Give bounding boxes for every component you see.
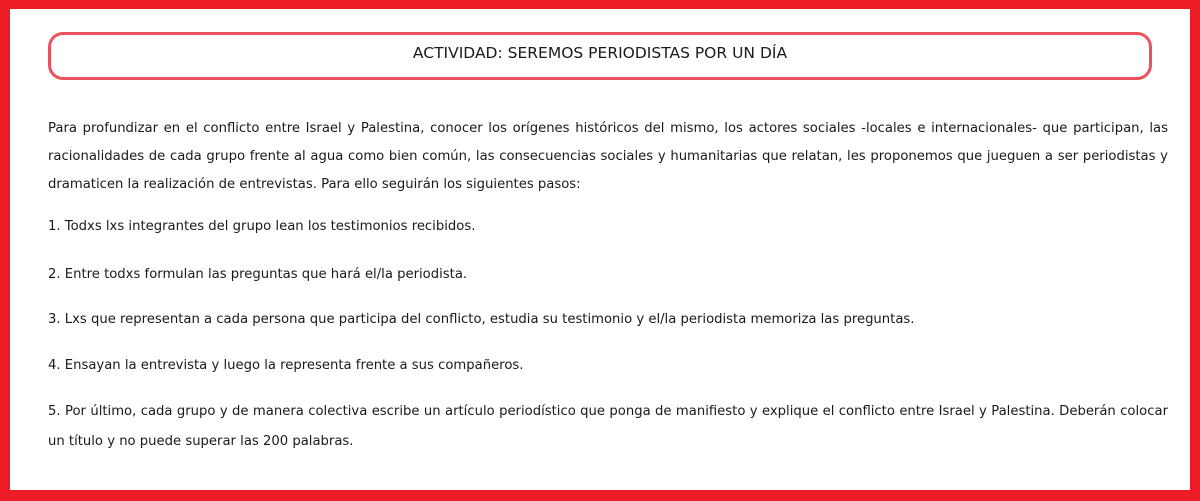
activity-content [48,115,1168,449]
step-4: 4. Ensayan la entrevista y luego la representa frente a sus compañeros. [48,358,524,373]
activity-title: ACTIVIDAD: SEREMOS PERIODISTAS POR UN DÍA [412,44,788,62]
step-1: 1. Todxs lxs integrantes del grupo lean los testimonios recibidos. [48,219,476,234]
intro-paragraph: Para profundizar en el conflicto entre Israel y Palestina, conocer los orígenes históricos del mismo, los actores sociales -locales e internacionales- que participan, las racionalidades de cada grupo frente al agua como bien común, las consecuencias sociales y humanitarias que relatan, les proponemos que jueguen a ser periodistas y dramaticen la realización de entrevistas. Para ello seguirán los siguientes pasos: [48,121,1168,192]
step-3: 3. Lxs que representan a cada persona que participa del conflicto, estudia su testimonio y el/la periodista memoriza las preguntas. [48,312,915,327]
step-2: 2. Entre todxs formulan las preguntas que hará el/la periodista. [48,267,468,282]
step-5: 5. Por último, cada grupo y de manera colectiva escribe un artículo periodístico que ponga de manifiesto y explique el conflicto entre Israel y Palestina. Deberán colocar un título y no puede superar las 200 palabras. [48,404,1168,449]
title-box [48,32,1152,80]
